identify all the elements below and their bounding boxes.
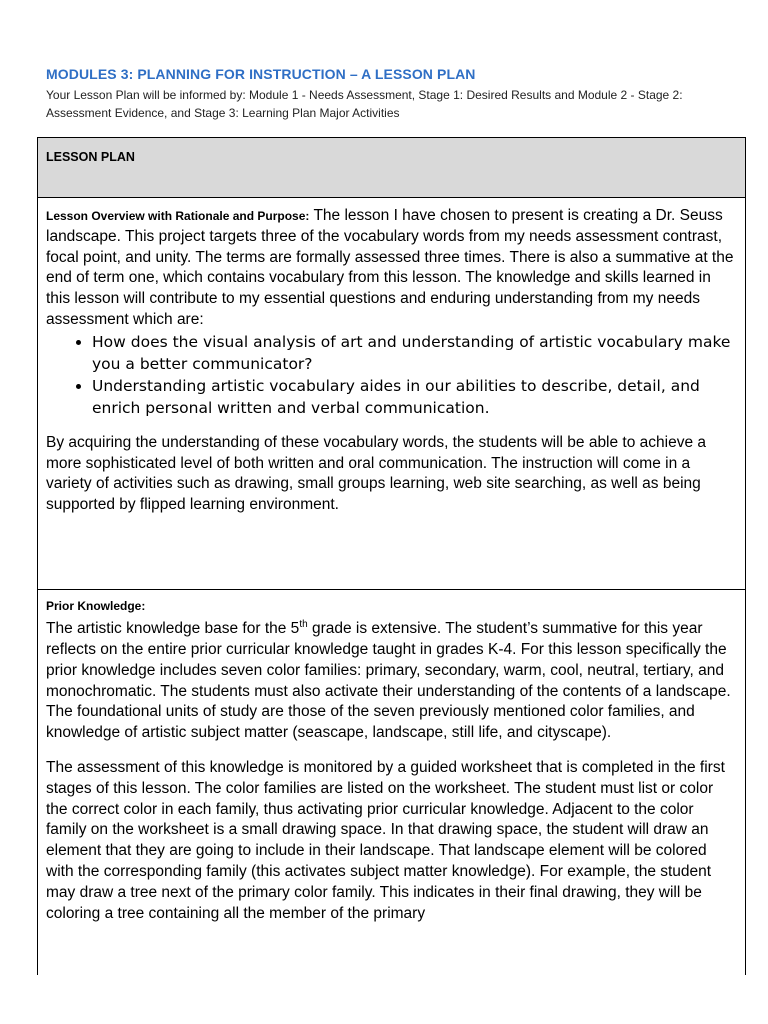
list-item: • Understanding artistic vocabulary aides in our abilities to describe, detail, and enrich personal written and verbal communication. <box>92 375 737 419</box>
prior-knowledge-paragraph-1 <box>46 615 737 744</box>
list-item: • How does the visual analysis of art and understanding of artistic vocabulary make you a better communicator? <box>92 331 737 375</box>
lesson-plan-header-row <box>38 138 745 198</box>
prior-knowledge-row <box>38 590 745 975</box>
document-subtitle: Your Lesson Plan will be informed by: Module 1 - Needs Assessment, Stage 1: Desired Results and Module 2 - Stage 2: Assessment Evidence, and Stage 3: Learning Plan Major Activities <box>46 88 683 120</box>
lesson-overview-intro-paragraph <box>46 206 737 331</box>
lesson-overview-closing: By acquiring the understanding of these vocabulary words, the students will be able to achieve a more sophisticated level of both written and oral communication. The instruction will come in a variety of activities such as drawing, small groups learning, web site searching, as well as being supported by flipped learning environment. <box>46 433 707 514</box>
lesson-overview-intro: The lesson I have chosen to present is creating a Dr. Seuss landscape. This project targets three of the vocabulary words from my needs assessment contrast, focal point, and unity. The terms are formally assessed three times. There is also a summative at the end of term one, which contains vocabulary from this lesson. The knowledge and skills learned in this lesson will contribute to my essential questions and enduring understanding from my needs assessment which are: <box>46 207 734 328</box>
lesson-plan-header-label: LESSON PLAN <box>46 150 135 164</box>
lesson-overview-label: Lesson Overview with Rationale and Purpose: <box>46 209 310 223</box>
lesson-plan-table <box>37 137 746 975</box>
prior-knowledge-p1-rest: grade is extensive. The student’s summative for this year reflects on the entire prior curricular knowledge taught in grades K-4. For this lesson specifically the prior knowledge includes seven color families: primary, secondary, warm, cool, neutral, tertiary, and monochromatic. The students must also activate their understanding of the contents of a landscape. The foundational units of study are those of the seven previously mentioned color families, and knowledge of artistic subject matter (seascape, landscape, still life, and cityscape). <box>46 620 731 742</box>
prior-knowledge-p1-start: The artistic knowledge base for the 5 <box>46 620 300 638</box>
prior-knowledge-p1-sup: th <box>299 619 308 630</box>
prior-knowledge-paragraph-2: The assessment of this knowledge is monitored by a guided worksheet that is completed in the first stages of this lesson. The color families are listed on the worksheet. The student must list or color the correct color in each family, thus activating prior curricular knowledge. Adjacent to the color family on the worksheet is a small drawing space. In that drawing space, the student will draw an element that they are going to include in their landscape. That landscape element will be colored with the corresponding family (this activates subject matter knowledge). For example, the student may draw a tree next of the primary color family. This indicates in their final drawing, they will be coloring a tree containing all the member of the primary <box>46 758 725 922</box>
essential-questions-list <box>46 331 737 419</box>
prior-knowledge-label: Prior Knowledge: <box>46 599 146 613</box>
lesson-overview-row <box>38 198 745 590</box>
document-title: MODULES 3: PLANNING FOR INSTRUCTION – A LESSON PLAN <box>46 66 476 82</box>
